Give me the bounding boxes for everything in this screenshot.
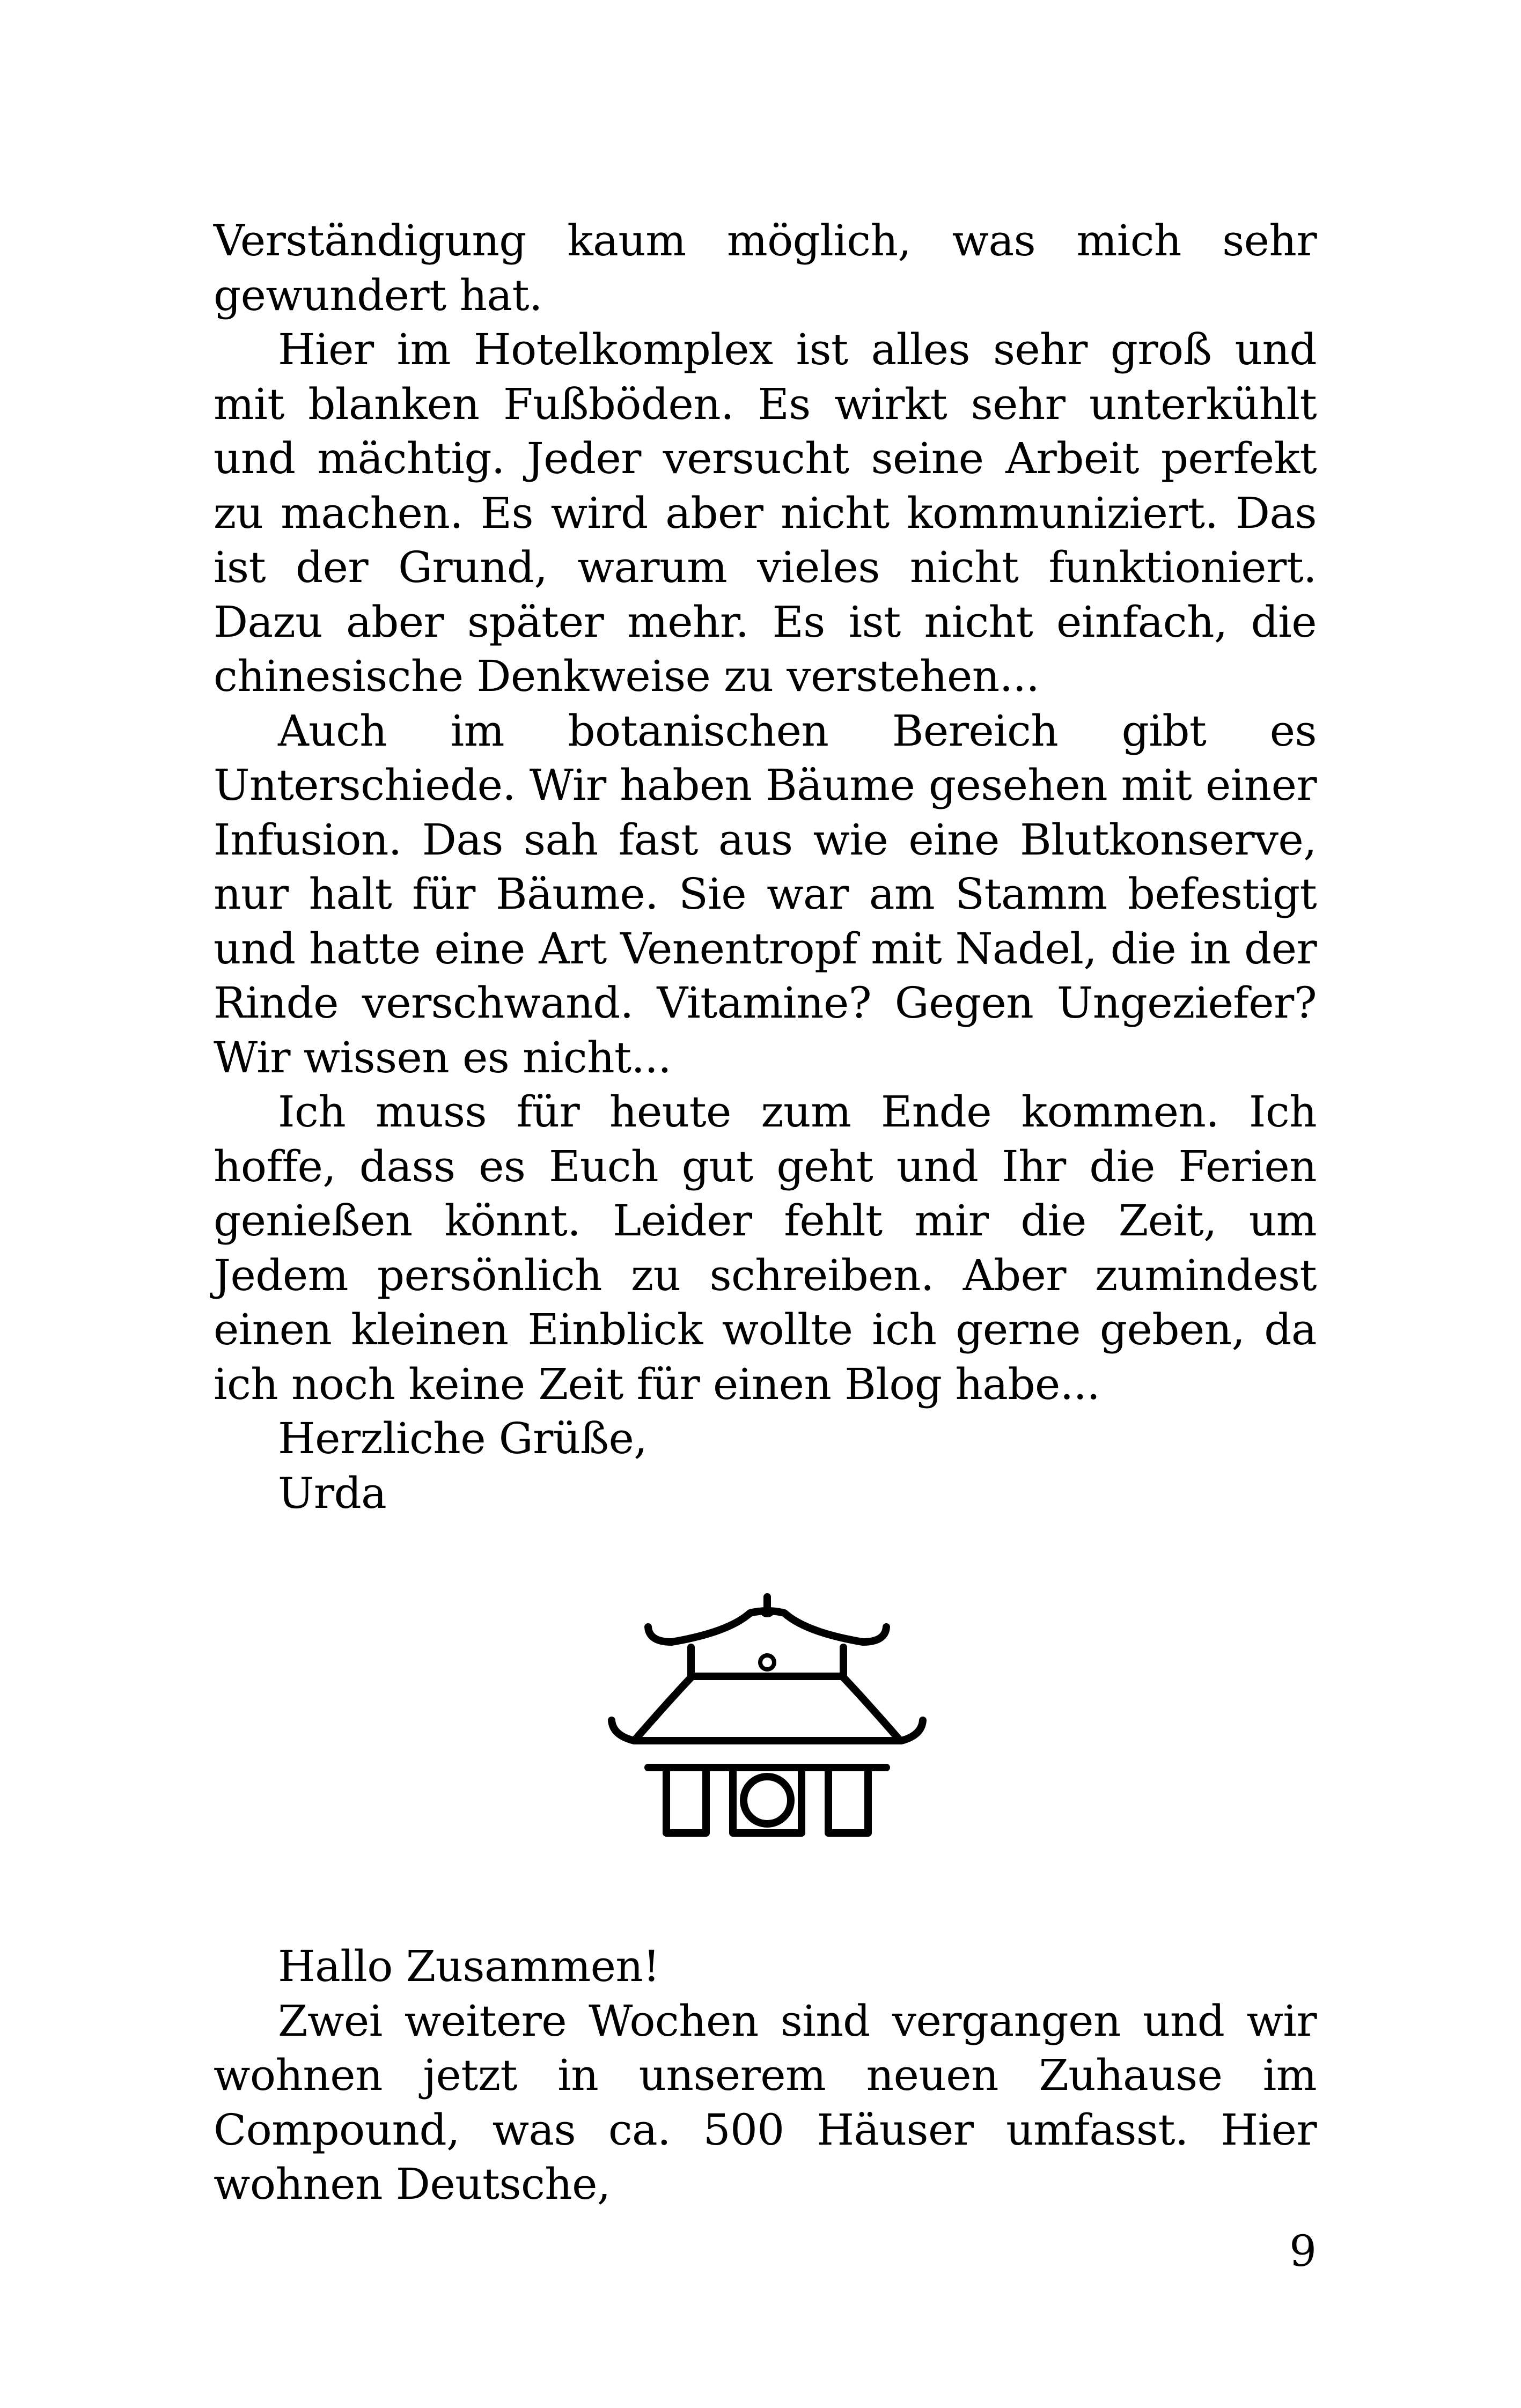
page-number: 9 — [1289, 2226, 1317, 2276]
signature: Urda — [278, 1468, 387, 1518]
paragraph-botanical: Auch im botanischen Bereich gibt es Unterschiede. Wir haben Bäume gesehen mit einer Infusion. Das sah fast aus wie eine Blutkonserve, nur halt für Bäume. Sie war am Stamm befestigt und hatte eine Art Venentropf mit Nadel, die in der Rinde verschwand. Vitamine? Gegen Ungeziefer? Wir wissen es nicht... — [214, 705, 1317, 1083]
letter-section-top — [214, 213, 1317, 1520]
paragraph-ending: Ich muss für heute zum Ende kommen. Ich hoffe, dass es Euch gut geht und Ihr die Ferien genießen könnt. Leider fehlt mir die Zeit, um Jedem persönlich zu schreiben. Aber zumindest einen kleinen Einblick wollte ich gerne geben, da ich noch keine Zeit für einen Blog habe... — [214, 1087, 1317, 1409]
paragraph-hotel: Hier im Hotelkomplex ist alles sehr groß und mit blanken Fußböden. Es wirkt sehr unterkühlt und mächtig. Jeder versucht seine Arbeit perfekt zu machen. Es wird aber nicht kommuniziert. Das ist der Grund, warum vieles nicht funktioniert. Dazu aber später mehr. Es ist nicht einfach, die chinesische Denkweise zu verstehen... — [214, 325, 1317, 701]
paragraph-compound: Zwei weitere Wochen sind vergangen und wir wohnen jetzt in unserem neuen Zuhause im Compound, was ca. 500 Häuser umfasst. Hier wohnen Deutsche, — [214, 1995, 1317, 2209]
greeting: Hallo Zusammen! — [278, 1941, 660, 1991]
pagoda-icon — [606, 1585, 928, 1848]
closing-line: Herzliche Grüße, — [278, 1413, 648, 1463]
letter-section-bottom — [214, 1939, 1317, 2212]
paragraph-continuation: Verständigung kaum möglich, was mich sehr gewundert hat. — [214, 216, 1317, 320]
